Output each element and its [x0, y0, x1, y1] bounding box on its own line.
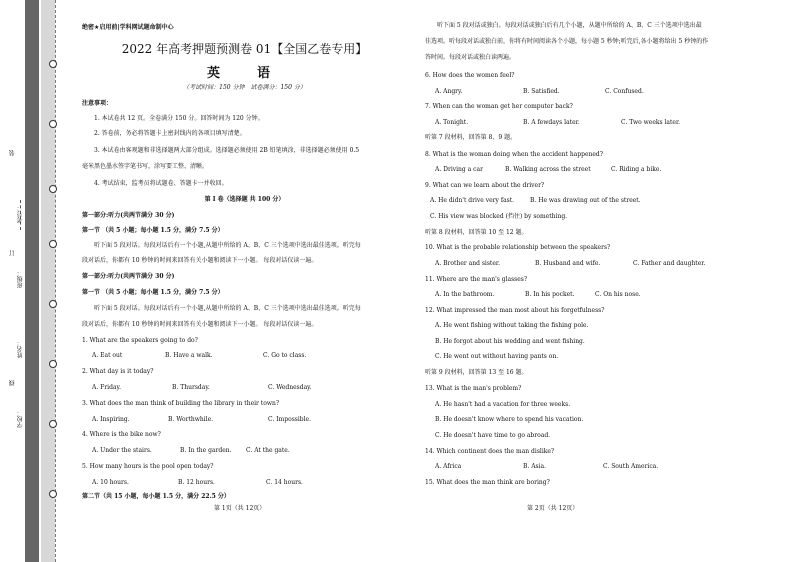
exam-org: 绝密★启用前|学科网试题命制中心	[82, 24, 174, 31]
option: C. Riding a bike.	[611, 166, 662, 173]
options-row	[92, 416, 311, 423]
binding-hole	[49, 300, 57, 308]
binding-hole	[49, 490, 57, 498]
option: A. Tonight.	[435, 119, 469, 126]
binding-cut-line	[55, 0, 56, 562]
options-row	[92, 384, 312, 391]
listening-heading: 听第 9 段材料，回答第 13 至 16 题。	[425, 369, 528, 376]
question: 11. Where are the man's glasses?	[425, 276, 528, 283]
option: C. Impossible.	[268, 416, 311, 423]
binding-hole	[49, 420, 57, 428]
binding-label-school: 学校：	[17, 410, 24, 428]
option: C. Wednesday.	[268, 384, 312, 391]
page-footer: 第 1页（共 12页）	[214, 505, 266, 512]
option: B. In his pocket.	[525, 291, 575, 298]
option: A. Eat out	[92, 352, 123, 359]
options-row	[92, 447, 290, 454]
options-row	[435, 119, 680, 126]
option: A. 10 hours.	[92, 479, 129, 486]
instruction: 答时间。每段对话或独白读两遍。	[425, 54, 516, 61]
question: 4. Where is the bike now?	[82, 431, 161, 438]
left-page	[82, 0, 407, 562]
instruction: 段对话后，你都有 10 秒钟的时间来回答有关小题和阅读下一小题。 每段对话仅读一遍。	[82, 321, 318, 328]
question: 12. What impressed the man most about his forgetfulness?	[425, 307, 605, 314]
option: C. He went out without having pants on.	[435, 353, 559, 360]
binding-hole	[49, 120, 57, 128]
options-row	[430, 197, 641, 204]
binding-hole	[49, 360, 57, 368]
option: A. Africa	[435, 463, 462, 470]
option: B. A fewdays later.	[523, 119, 580, 126]
option: B. He doesn't know where to spend his vacation.	[435, 416, 584, 423]
option: C. His view was blocked (挡住) by something.	[430, 213, 568, 220]
listening-heading: 听第 7 段材料，回答第 8、9 题。	[425, 134, 517, 141]
instruction: 听下面 5 段对话或独白。每段对话或独白后有几个小题，从题中所给的 A、B、C 三个选项中选出最	[437, 22, 702, 29]
notice-item: 1. 本试卷共 12 页。全卷满分 150 分。回答时间为 120 分钟。	[94, 115, 264, 122]
section-heading: 第 I 卷（选择题 共 100 分）	[204, 196, 285, 203]
option: B. He was drawing out of the street.	[530, 197, 641, 204]
notice-item: 4. 考试结束，监考员将试题卷、答题卡一并收回。	[94, 180, 228, 187]
option: B. Asia.	[523, 463, 547, 470]
option: B. In the garden.	[180, 447, 232, 454]
option: C. At the gate.	[246, 447, 290, 454]
question: 15. What does the man think are boring?	[425, 479, 550, 486]
options-row	[435, 166, 661, 173]
instruction: 听下面 5 段对话。每段对话后有一个小题,从题中所给的 A、B、C 三个选项中选出最佳选项。听完每	[94, 305, 361, 312]
option: C. South America.	[603, 463, 659, 470]
notice-title: 注意事项：	[82, 100, 113, 107]
option: A. Brother and sister.	[435, 260, 500, 267]
question: 8. What is the woman doing when the accident happened?	[425, 151, 603, 158]
exam-meta: （考试时间：150 分钟 试卷满分：150 分）	[183, 84, 306, 91]
question: 9. What can we learn about the driver?	[425, 182, 545, 189]
option: B. 12 hours.	[178, 479, 215, 486]
instruction: 佳选项。听每段对话或独白前，你将有时间阅读各个小题，每小题 5 秒钟;听完后,各小题将给出 5 秒钟的作	[425, 38, 709, 45]
listening-heading: 听第 8 段材料，回答第 10 至 12 题。	[425, 229, 528, 236]
option: A. Angry.	[435, 88, 463, 95]
question: 5. How many hours is the pool open today?	[82, 463, 214, 470]
notice-item: 2. 答卷前，务必将答题卡上密封线内的各项目填写清楚。	[94, 130, 246, 137]
question: 2. What day is it today?	[82, 368, 154, 375]
option: A. He went fishing without taking the fishing pole.	[435, 322, 589, 329]
binding-label-class: 班级：	[17, 270, 24, 288]
binding-seal-char: 订	[9, 250, 16, 256]
option: B. Worthwhile.	[168, 416, 214, 423]
binding-inner-bar	[41, 0, 55, 562]
options-row	[92, 479, 303, 486]
option: B. Walking across the street	[505, 166, 591, 173]
option: B. Husband and wife.	[535, 260, 601, 267]
option: C. On his nose.	[595, 291, 641, 298]
option: A. Under the stairs.	[92, 447, 152, 454]
right-page	[425, 0, 770, 562]
binding-strip	[0, 0, 66, 562]
page-footer: 第 2页（共 12页）	[527, 505, 579, 512]
instruction: 段对话后，你都有 10 秒钟的时间来回答有关小题和阅读下一小题。 每段对话仅读一遍。	[82, 257, 318, 264]
option: A. In the bathroom.	[435, 291, 495, 298]
options-row	[92, 352, 306, 359]
binding-hole	[49, 185, 57, 193]
question: 3. What does the man think of building the library in their town?	[82, 400, 280, 407]
question: 13. What is the man's problem?	[425, 385, 522, 392]
option: A. Inspiring.	[92, 416, 130, 423]
binding-label-name: 姓名：	[17, 340, 24, 358]
option: A. He hasn't had a vacation for three weeks.	[435, 401, 571, 408]
binding-bar	[25, 0, 39, 562]
options-row	[435, 291, 641, 298]
subsection-heading: 第一节 （共 5 小题；每小题 1.5 分，满分 7.5 分）	[82, 289, 224, 296]
notice-item: 毫米黑色墨水签字笔书写，涂写要工整、清晰。	[82, 163, 209, 170]
notice-item: 3. 本试卷由客观题和非选择题两大部分组成。选择题必须使用 2B 铅笔填涂，非选择题必须使用 0.5	[94, 147, 360, 154]
exam-subject: 英 语	[206, 66, 282, 81]
instruction: 听下面 5 段对话。每段对话后有一个小题,从题中所给的 A、B、C 三个选项中选出最佳选项。听完每	[94, 242, 361, 249]
question: 14. Which continent does the man dislike?	[425, 448, 555, 455]
option: B. Have a walk.	[165, 352, 213, 359]
binding-seal-char: 线	[9, 380, 16, 386]
options-row	[435, 260, 705, 267]
option: C. He doesn't have time to go abroad.	[435, 432, 551, 439]
binding-seal-char: 装	[9, 150, 16, 156]
option: A. Friday.	[92, 384, 122, 391]
question: 1. What are the speakers going to do?	[82, 337, 198, 344]
option: C. 14 hours.	[266, 479, 303, 486]
options-row	[435, 88, 644, 95]
question: 7. When can the woman get her computer back?	[425, 103, 573, 110]
option: A. Driving a car	[435, 166, 483, 173]
option: C. Confused.	[605, 88, 644, 95]
question: 10. What is the probable relationship between the speakers?	[425, 244, 611, 251]
option: B. He forgot about his wedding and went fishing.	[435, 338, 585, 345]
exam-title: 2022 年高考押题预测卷 01【全国乙卷专用】	[121, 42, 368, 56]
binding-hole	[49, 240, 57, 248]
options-row	[435, 463, 658, 470]
option: B. Satisfied.	[523, 88, 560, 95]
option: C. Two weeks later.	[621, 119, 681, 126]
subsection-heading: 第一节 （共 5 小题；每小题 1.5 分，满分 7.5 分）	[82, 227, 224, 234]
option: A. He didn't drive very fast.	[430, 197, 515, 204]
part-heading: 第一部分:听力(共两节满分 30 分)	[82, 273, 175, 280]
binding-hole	[49, 60, 57, 68]
question: 6. How does the women feel?	[425, 72, 515, 79]
binding-label-kaohao: 考号：	[17, 205, 24, 223]
option: C. Father and daughter.	[633, 260, 706, 267]
option: B. Thursday.	[172, 384, 210, 391]
part-heading: 第一部分:听力(共两节满分 30 分)	[82, 212, 175, 219]
option: C. Go to class.	[263, 352, 307, 359]
subsection-heading: 第二节（共 15 小题，每小题 1.5 分，满分 22.5 分）	[82, 493, 230, 500]
